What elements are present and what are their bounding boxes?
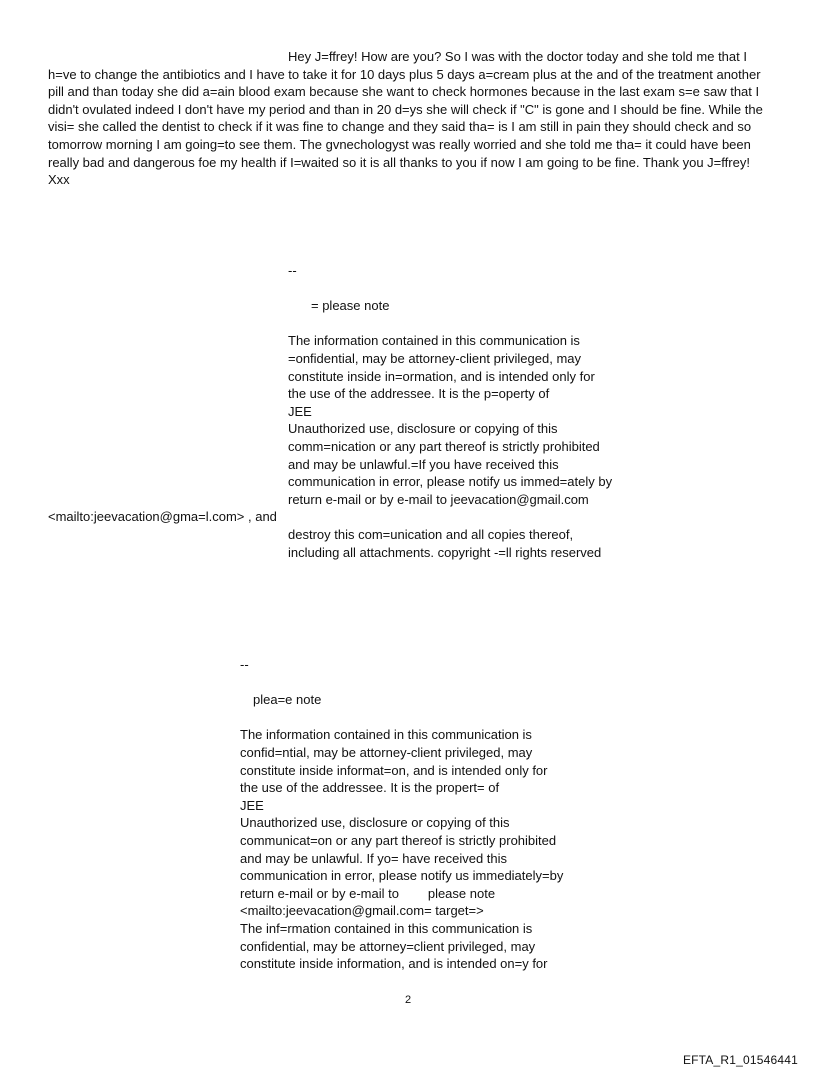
footer-note-heading: = please note bbox=[311, 298, 390, 314]
confidentiality-footer-1 bbox=[48, 262, 613, 561]
footer-line: constitute inside in=ormation, and is intended only for bbox=[288, 368, 595, 384]
email-message-body: Hey J=ffrey! How are you? So I was with the doctor today and she told me that I h=ve to change the antibiotics and I have to take it for 10 days plus 5 days a=cream plus at the and of the treatment another pill and than today she did a=ain blood exam because she want to check hormones because in the last exam s=e saw that I didn't ovulated indeed I don't have my period and than in 20 d=ys she will check if "C" is gone and I should be fine. While the visi= she called the dentist to check if it was fine to change and they said tha= is I am still in pain they should check and so tomorrow morning I am going=to see them. The gvnechologyst was really worried and she told me tha= it could have been really bad and dangerous foe my health if I=waited so it is all thanks to you if now I am going to be fine. Thank you J=ffrey! Xxx bbox=[48, 49, 763, 188]
footer-line: the use of the addressee. It is the propert= of bbox=[240, 780, 500, 796]
footer-line: The inf=rmation contained in this communication is bbox=[240, 920, 533, 936]
confidentiality-footer-2 bbox=[240, 656, 563, 973]
footer-line: constitute inside information, and is intended on=y for bbox=[240, 956, 548, 972]
footer-line: return e-mail or by e-mail to jeevacation@gmail.com bbox=[288, 491, 589, 507]
footer-line: Unauthorized use, disclosure or copying of this bbox=[240, 815, 510, 831]
footer-line: communication in error, please notify us immed=ately by bbox=[288, 474, 613, 490]
footer-mailto-line: <mailto:jeevacation@gma=l.com> , and bbox=[48, 509, 277, 525]
footer-line: and may be unlawful.=If you have received this bbox=[288, 456, 559, 472]
footer-line: The information contained in this communication is bbox=[240, 727, 532, 743]
footer-line: comm=nication or any part thereof is strictly prohibited bbox=[288, 438, 600, 454]
footer-line: and may be unlawful. If yo= have received this bbox=[240, 850, 508, 866]
bates-number: EFTA_R1_01546441 bbox=[682, 1053, 798, 1067]
footer-line: The information contained in this communication is bbox=[288, 333, 580, 349]
footer-line: destroy this com=unication and all copies thereof, bbox=[288, 526, 574, 542]
footer-line: Unauthorized use, disclosure or copying of this bbox=[288, 421, 558, 437]
footer-separator: -- bbox=[240, 657, 249, 672]
footer-line: JEE bbox=[240, 797, 264, 813]
footer-line: =onfidential, may be attorney-client privileged, may bbox=[288, 350, 582, 366]
footer-note-heading: plea=e note bbox=[253, 692, 322, 708]
footer-line: communicat=on or any part thereof is strictly prohibited bbox=[240, 832, 557, 848]
page-number: 2 bbox=[404, 994, 412, 1006]
footer-line: including all attachments. copyright -=ll rights reserved bbox=[288, 544, 602, 560]
footer-line: confidential, may be attorney=client privileged, may bbox=[240, 938, 536, 954]
footer-line: the use of the addressee. It is the p=operty of bbox=[288, 386, 550, 402]
footer-line: <mailto:jeevacation@gmail.com= target=> bbox=[240, 903, 484, 919]
footer-line: confid=ntial, may be attorney-client privileged, may bbox=[240, 744, 533, 760]
footer-line: return e-mail or by e-mail to please note bbox=[240, 885, 496, 901]
footer-line: communication in error, please notify us immediately=by bbox=[240, 868, 564, 884]
footer-separator: -- bbox=[288, 263, 297, 278]
footer-line: JEE bbox=[288, 403, 312, 419]
footer-line: constitute inside informat=on, and is intended only for bbox=[240, 762, 548, 778]
